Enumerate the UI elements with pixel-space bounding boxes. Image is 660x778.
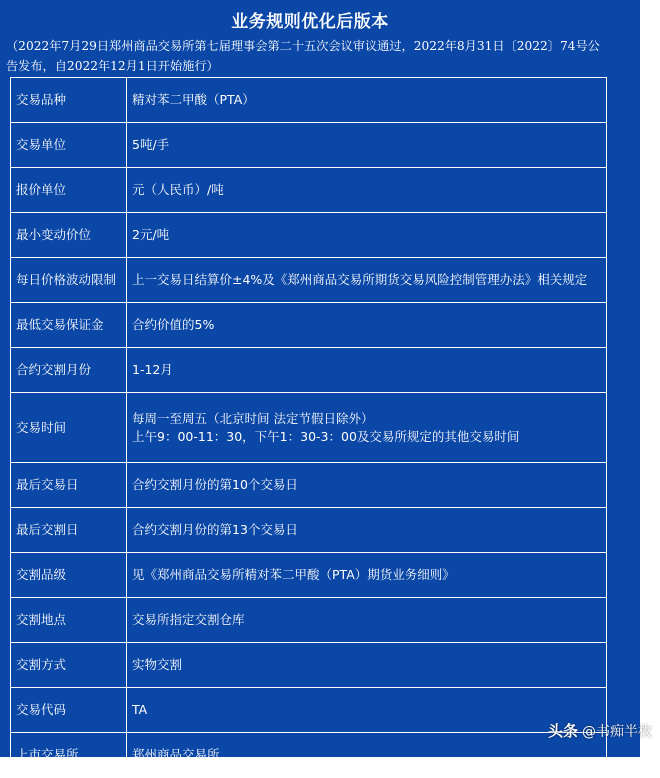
table-row — [11, 598, 607, 643]
row-label: 交割品级 — [11, 553, 127, 598]
table-row — [11, 303, 607, 348]
row-label: 交割地点 — [11, 598, 127, 643]
row-value: 合约价值的5% — [127, 303, 607, 348]
watermark-handle: @书痴半枚 — [582, 724, 652, 740]
publication-note: （2022年7月29日郑州商品交易所第七届理事会第二十五次会议审议通过，2022年8月31日〔2022〕74号公告发布，自2022年12月1日开始施行） — [6, 39, 600, 73]
row-value: 2元/吨 — [127, 213, 607, 258]
row-value: 元（人民币）/吨 — [127, 168, 607, 213]
page-title: 业务规则优化后版本 — [231, 12, 389, 32]
table-row — [11, 78, 607, 123]
row-value: 精对苯二甲酸（PTA） — [127, 78, 607, 123]
table-row — [11, 463, 607, 508]
row-value: 上一交易日结算价±4%及《郑州商品交易所期货交易风险控制管理办法》相关规定 — [127, 258, 607, 303]
table-row — [11, 508, 607, 553]
table-row — [11, 643, 607, 688]
trading-days-text: 每周一至周五（北京时间 法定节假日除外） — [132, 410, 374, 426]
row-value: 见《郑州商品交易所精对苯二甲酸（PTA）期货业务细则》 — [127, 553, 607, 598]
row-label: 最小变动价位 — [11, 213, 127, 258]
table-row — [11, 168, 607, 213]
row-label: 合约交割月份 — [11, 348, 127, 393]
row-label: 交易时间 — [11, 393, 127, 463]
row-label: 交易单位 — [11, 123, 127, 168]
row-value: 5吨/手 — [127, 123, 607, 168]
row-value: 实物交割 — [127, 643, 607, 688]
row-label: 交易品种 — [11, 78, 127, 123]
row-label: 报价单位 — [11, 168, 127, 213]
table-row — [11, 213, 607, 258]
table-row — [11, 393, 607, 463]
row-value: 交易所指定交割仓库 — [127, 598, 607, 643]
row-value: TA — [127, 688, 607, 733]
row-value — [127, 393, 607, 463]
row-label: 最后交易日 — [11, 463, 127, 508]
row-value: 合约交割月份的第10个交易日 — [127, 463, 607, 508]
row-label: 交割方式 — [11, 643, 127, 688]
table-row — [11, 123, 607, 168]
contract-spec-table — [10, 77, 607, 778]
trading-hours-text: 上午9：00-11：30，下午1：30-3：00及交易所规定的其他交易时间 — [132, 428, 520, 444]
watermark-brand: 头条 — [547, 722, 578, 740]
row-label: 每日价格波动限制 — [11, 258, 127, 303]
table-row — [11, 688, 607, 733]
row-label: 最低交易保证金 — [11, 303, 127, 348]
row-value: 1-12月 — [127, 348, 607, 393]
row-label: 交易代码 — [11, 688, 127, 733]
row-label: 上市交易所 — [11, 733, 127, 778]
table-row — [11, 733, 607, 778]
row-value: 郑州商品交易所 — [127, 733, 607, 778]
watermark — [548, 720, 652, 741]
table-row — [11, 553, 607, 598]
table-row — [11, 348, 607, 393]
row-label: 最后交割日 — [11, 508, 127, 553]
table-row — [11, 258, 607, 303]
row-value: 合约交割月份的第13个交易日 — [127, 508, 607, 553]
